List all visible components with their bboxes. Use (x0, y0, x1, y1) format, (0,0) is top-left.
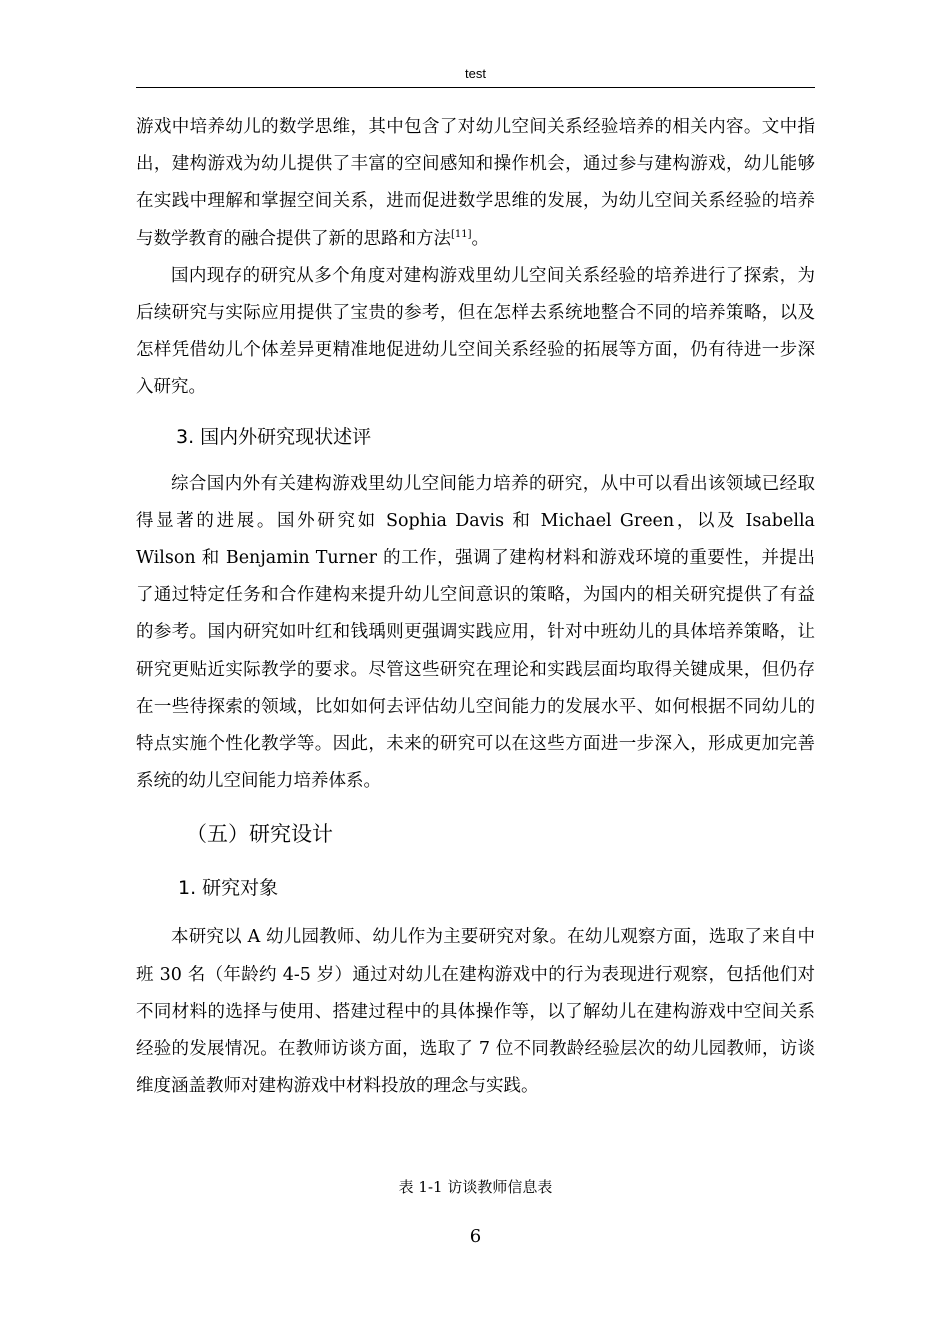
paragraph-research-subjects: 本研究以 A 幼儿园教师、幼儿作为主要研究对象。在幼儿观察方面，选取了来自中班 30 名（年龄约 4-5 岁）通过对幼儿在建构游戏中的行为表现进行观察，包括他们对不同材料的选择与使用、搭建过程中的具体操作等，以了解幼儿在建构游戏中空间关系经验的发展情况。在教师访谈方面，选取了 7 位不同教龄经验层次的幼儿园教师，访谈维度涵盖教师对建构游戏中材料投放的理念与实践。 (136, 927, 815, 1097)
paragraph-domestic-research: 国内现存的研究从多个角度对建构游戏里幼儿空间关系经验的培养进行了探索，为后续研究与实际应用提供了宝贵的参考，但在怎样去系统地整合不同的培养策略，以及怎样凭借幼儿个体差异更精准地促进幼儿空间关系经验的拓展等方面，仍有待进一步深入研究。 (136, 265, 815, 398)
paragraph-text: 游戏中培养幼儿的数学思维，其中包含了对幼儿空间关系经验培养的相关内容。文中指出，建构游戏为幼儿提供了丰富的空间感知和操作机会，通过参与建构游戏，幼儿能够在实践中理解和掌握空间关系，进而促进数学思维的发展，为幼儿空间关系经验的培养与数学教育的融合提供了新的思路和方法 (136, 117, 815, 249)
paragraph-review: 综合国内外有关建构游戏里幼儿空间能力培养的研究，从中可以看出该领域已经取得显著的进展。国外研究如 Sophia Davis 和 Michael Green，以及 Isabella Wilson 和 Benjamin Turner 的工作，强调了建构材料和游戏环境的重要性，并提出了通过特定任务和合作建构来提升幼儿空间意识的策略，为国内的相关研究提供了有益的参考。国内研究如叶红和钱瑀则更强调实践应用，针对中班幼儿的具体培养策略，让研究更贴近实际教学的要求。尽管这些研究在理论和实践层面均取得关键成果，但仍存在一些待探索的领域，比如如何去评估幼儿空间能力的发展水平、如何根据不同幼儿的特点实施个性化教学等。因此，未来的研究可以在这些方面进一步深入，形成更加完善系统的幼儿空间能力培养体系。 (136, 473, 815, 792)
page-number: 6 (469, 1226, 482, 1247)
citation-marker: [11] (451, 228, 472, 240)
paragraph-continuation (136, 109, 815, 258)
table-caption: 表 1-1 访谈教师信息表 (398, 1178, 553, 1196)
page-body (136, 109, 815, 1105)
page-header: test (465, 66, 486, 81)
heading-research-subjects: 1. 研究对象 (178, 877, 279, 900)
section-heading-research-design: （五）研究设计 (186, 822, 333, 847)
paragraph-end: 。 (471, 228, 490, 249)
heading-review: 3. 国内外研究现状述评 (176, 425, 372, 448)
header-divider (136, 87, 815, 88)
